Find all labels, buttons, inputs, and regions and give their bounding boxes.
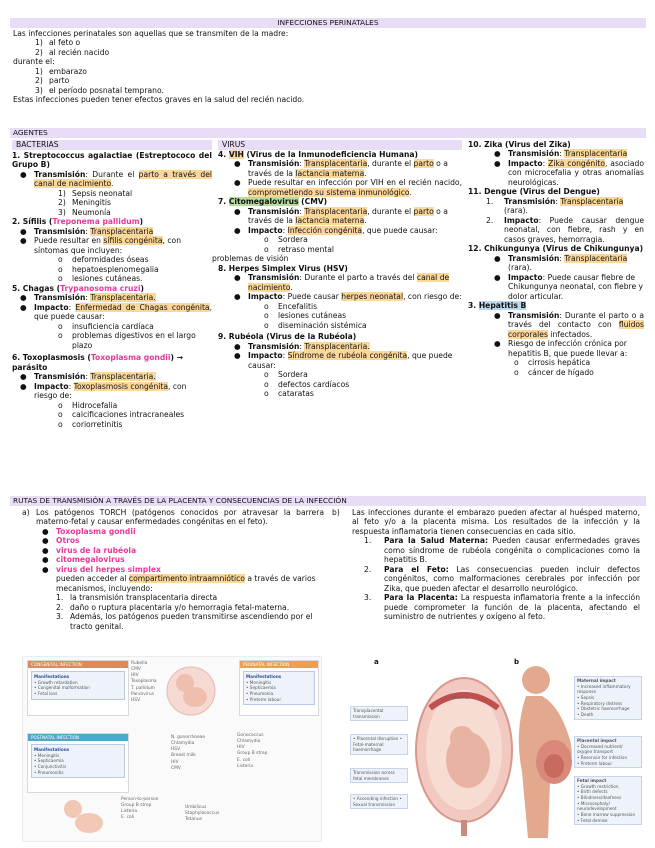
figure-letter-b: b: [514, 658, 520, 666]
mech-item: 1. la transmisión transplacentaria directa: [56, 593, 218, 603]
rutas-band: RUTAS DE TRANSMISIÓN A TRAVÉS DE LA PLACENTA Y CONSECUENCIAS DE LA INFECCIÓN: [10, 496, 646, 506]
bullet: ● Transmisión: Transplacentaria, durante el parto o a través de la lactancia materna.: [234, 206, 448, 226]
sub-item: o coriorretinitis: [58, 419, 123, 429]
intro-durante: durante el:: [13, 57, 55, 67]
bullet: ● Transmisión: Durante el parto a través del canal de nacimiento.: [234, 273, 450, 292]
bacterias-header: BACTERIAS: [12, 140, 212, 150]
list-item: 2) al recién nacido: [35, 47, 110, 57]
zika-title: 10. Zika (Virus del Zika): [468, 140, 571, 149]
maternal-impact: Maternal impact • Increased inflammatory response • Sepsis • Respiratory distress • Obstetric haemorrhage • Death: [574, 676, 642, 720]
right-agents: Gonococcus Chlamydia HIV Group B strep E. coli Listeria: [237, 733, 268, 769]
intro: [13, 29, 643, 105]
sub-item: o Encefalitis: [264, 301, 318, 311]
bullet: ● Impacto: Toxoplasmosis congénita, con riesgo de:: [20, 381, 187, 401]
access-text: pueden acceder al compartimento intraamniótico a través de varios mecanismos, incluyendo:: [56, 574, 316, 593]
sub-item: 1) Sepsis neonatal: [58, 188, 133, 198]
page-title: INFECCIONES PERINATALES: [10, 18, 646, 28]
cons-item: 2. Para el Feto: Las consecuencias pueden incluir defectos congénitos, como malformaciones cerebrales por infección por Zika, que pueden afectar el desarrollo neurológico.: [364, 564, 640, 593]
bottom-agents: Person-to-person Group B strep Listeria E. coli: [121, 797, 159, 821]
figure-infection-types: [22, 656, 322, 842]
cmv-overflow: problemas de visión: [212, 254, 289, 264]
hepb-title: 3. Hepatitis B: [468, 301, 527, 311]
para-b: b) Las infecciones durante el embarazo pueden afectar al huésped materno, al feto y/o a la placenta misma. Los resultados de la infección y la respuesta inflamatoria tienen consecuencias en cada sitio.: [332, 508, 640, 536]
bullet: ● Impacto: Enfermedad de Chagas congénita, que puede causar:: [20, 302, 212, 322]
list-item: 3) el período posnatal temprano.: [35, 85, 164, 95]
cmv-title: 7. Citomegalovirus (CMV): [218, 197, 328, 207]
numbered-item: 1. Transmisión: Transplacentaria (rara).: [486, 196, 624, 216]
bottom-agents-2: Umbilicus Staphylococcus Tetanus: [185, 805, 220, 823]
bullet: ● Transmisión: Transplacentaria.: [20, 293, 156, 303]
sub-item: o cirrosis hepática: [514, 358, 591, 368]
bullet: ● Transmisión: Transplacentaria, durante el parto o a través de la lactancia materna.: [234, 159, 448, 178]
placental-impact: Placental impact • Decreased nutrient/ oxygen transport • Reservoir for infection • Preterm labour: [574, 736, 642, 768]
sub-item: o lesiones cutáneas: [264, 311, 347, 321]
sub-item: o cataratas: [264, 389, 314, 399]
sub-item: 2) Meningitis: [58, 198, 111, 208]
mid-agents: N. gonorrhoeae Chlamydia HSV Breast milk HIV CMV: [171, 735, 206, 771]
bullet: ● Transmisión: Transplacentaria.: [234, 341, 370, 351]
sub-item: 3) Neumonía: [58, 207, 111, 217]
fetal-impact: Fetal impact • Growth restriction • Birth defects • Blindness/deafness • Microcephaly/ neurodevelopment • Bone marrow suppression • Fetal demise: [574, 776, 642, 825]
sub-item: o diseminación sistémica: [264, 320, 367, 330]
bullet: ● Riesgo de infección crónica por hepatitis B, que puede llevar a:: [494, 339, 628, 358]
virus-header: VIRUS: [218, 140, 462, 150]
agentes-band: AGENTES: [10, 128, 646, 138]
intro-line: Las infecciones perinatales son aquellas que se transmiten de la madre:: [13, 29, 289, 38]
rutas-b: [332, 508, 640, 622]
bullet: ● Impacto: Puede causar herpes neonatal, con riesgo de:: [234, 292, 462, 302]
intro-closing: Estas infecciones pueden tener efectos graves en la salud del recién nacido.: [13, 95, 305, 105]
rutas-a: [22, 508, 324, 631]
torch-item: ● virus del herpes simplex: [42, 564, 161, 574]
bullet: ● Impacto: Síndrome de rubéola congénita, que puede causar:: [234, 351, 453, 370]
column-virus-2: [468, 140, 644, 377]
label-membranes: Transmission across fetal membranes: [350, 768, 408, 783]
fetus-illustration: [163, 663, 219, 719]
congenital-agents: Rubella CMV HIV Toxoplasma T. pallidum Parvovirus HSV: [131, 661, 157, 703]
chagas-title: 5. Chagas (Trypanosoma cruzi): [12, 283, 144, 293]
pregnant-woman-illustration: [508, 662, 580, 840]
mech-item: 3. Además, los patógenos pueden transmitirse ascendiendo por el tracto genital.: [56, 612, 313, 631]
torch-item: ● citomegalovirus: [42, 555, 125, 565]
list-item: 1) al feto o: [35, 38, 81, 48]
bullet: ● Transmisión: Durante el parto o a través del contacto con fluidos corporales infectados.: [494, 310, 644, 339]
sub-item: o Sordera: [264, 235, 308, 245]
cons-item: 3. Para la Placenta: La respuesta inflamatoria frente a la infección puede comprometer la función de la placenta, afectando el suministro de nutrientes y oxígeno al feto.: [364, 593, 641, 622]
sub-item: o problemas digestivos en el largo plazo: [58, 331, 196, 350]
bullet: ● Transmisión: Transplacentaria (rara).: [494, 253, 628, 273]
placenta-label: Placenta: [450, 696, 469, 701]
rubeola-title: 9. Rubéola (Virus de la Rubéola): [218, 332, 357, 342]
sub-item: o Sordera: [264, 370, 308, 380]
column-bacterias: [12, 140, 212, 429]
bullet: ● Transmisión: Durante el parto a través del canal de nacimiento.: [20, 169, 213, 189]
chik-title: 12. Chikungunya (Virus de Chikungunya): [468, 244, 644, 254]
column-virus: [212, 140, 462, 399]
sifilis-title: 2. Sífilis (Treponema pallidum): [12, 217, 144, 227]
bullet: ● Puede resultar en infección por VIH en el recién nacido, comprometiendo su sistema inmunológico.: [234, 178, 462, 197]
congenital-card: CONGENITAL INFECTION Manifestations • Growth retardation • Congenital malformation • Fetal loss: [27, 660, 129, 716]
list-item: 2) parto: [35, 76, 70, 86]
strep-title: 1. Streptococcus agalactiae (Estreptococo del Grupo B): [12, 151, 212, 170]
sub-item: o calcificaciones intracraneales: [58, 410, 185, 420]
label-transplacental: Transplacental transmission: [350, 706, 408, 721]
dengue-title: 11. Dengue (Virus del Dengue): [468, 187, 600, 197]
list-item: 1) embarazo: [35, 66, 87, 76]
label-disruption: • Placental disruption • Fetal-maternal haemorrhage: [350, 734, 408, 755]
bullet: ● Transmisión: Transplacentaria: [20, 226, 154, 236]
torch-item: ● virus de la rubéola: [42, 545, 137, 555]
sub-item: o retraso mental: [264, 244, 335, 254]
baby-illustration: [61, 797, 105, 837]
sub-item: o defectos cardíacos: [264, 379, 350, 389]
torch-item: ● Toxoplasma gondii: [42, 526, 136, 536]
sub-item: o hepatoesplenomegalia: [58, 264, 159, 274]
bullet: ● Impacto: Zika congénito, asociado con microcefalia y otras anomalías neurológicas.: [494, 158, 644, 187]
numbered-item: 2. Impacto: Puede causar dengue neonatal, con fiebre, rash y en casos graves, hemorragia.: [486, 215, 644, 244]
sub-item: o insuficiencia cardíaca: [58, 321, 154, 331]
cons-item: 1. Para la Salud Materna: Pueden causar enfermedades graves como síndrome de rubéola congénita o complicaciones como la hepatitis B.: [364, 536, 641, 565]
postnatal-card: POSTNATAL INFECTION Manifestations • Meningitis • Septicaemia • Conjunctivitis • Pneumonitis: [27, 733, 129, 793]
bullet: ● Impacto: Puede causar fiebre de Chikungunya neonatal, con fiebre y dolor articular.: [494, 272, 644, 301]
toxo-title: 6. Toxoplasmosis (Toxoplasma gondii) → parásito: [12, 353, 183, 372]
bullet: ● Impacto: Infección congénita, que puede causar:: [234, 225, 438, 235]
perinatal-card: PERINATAL INFECTION Manifestations • Meningitis • Septicaemia • Pneumonia • Preterm labour: [239, 660, 319, 716]
sub-item: o cáncer de hígado: [514, 367, 594, 377]
mech-item: 2. daño o ruptura placentaria y/o hemorragia fetal-materna.: [56, 602, 290, 612]
para-a: a) Los patógenos TORCH (patógenos conocidos por atravesar la barrera materno-fetal y causar enfermedades congénitas en el feto).: [22, 508, 324, 527]
sub-item: o lesiones cutáneas.: [58, 274, 143, 284]
sub-item: o deformidades óseas: [58, 255, 149, 265]
uterus-illustration: [408, 668, 518, 838]
bullet: ● Transmisión: Transplacentaria.: [20, 372, 156, 382]
label-ascending: • Ascending infection • Sexual transmission: [350, 794, 408, 809]
hsv-title: 8. Herpes Simplex Virus (HSV): [218, 263, 348, 273]
figure-placenta: [350, 656, 642, 842]
figure-letter-a: a: [374, 658, 379, 666]
sub-item: o Hidrocefalia: [58, 400, 118, 410]
vih-title: 4. VIH (Virus de la Inmunodeficiencia Humana): [218, 150, 418, 159]
bullet: ● Transmisión: Transplacentaria: [494, 149, 628, 159]
torch-item: ● Otros: [42, 536, 80, 546]
bullet: ● Puede resultar en sífilis congénita, con síntomas que incluyen:: [20, 236, 182, 255]
